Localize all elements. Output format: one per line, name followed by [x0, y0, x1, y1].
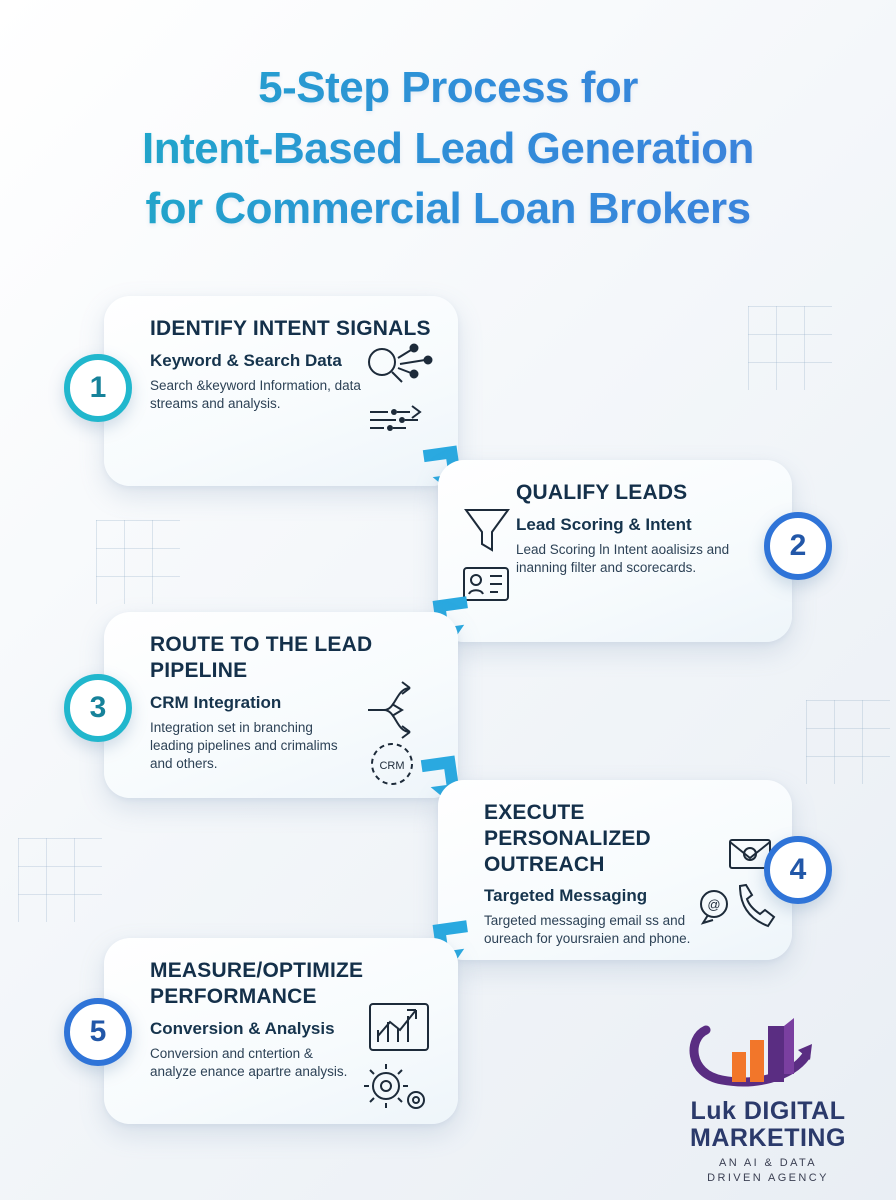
step-4-subheading: Targeted Messaging [484, 886, 648, 906]
step-5-body: Conversion and cntertion & analyze enance apartre analysis. [150, 1045, 348, 1079]
decorative-grid [18, 838, 102, 922]
step-4-number: 4 [789, 853, 807, 886]
title-line-1: 5-Step Process for [258, 63, 638, 112]
step-4-number-badge [764, 836, 832, 904]
title-line-2: Intent-Based Lead Generation [142, 123, 754, 173]
step-card-2[interactable] [438, 460, 792, 642]
step-2-number-badge [764, 512, 832, 580]
step-3-body: Integration set in branching leading pipelines and crimalims and others. [150, 719, 338, 771]
decorative-grid [748, 306, 832, 390]
step-5-number-badge [64, 998, 132, 1066]
page-title [0, 58, 896, 240]
logo[interactable] [648, 1012, 888, 1186]
step-2-body: Lead Scoring ln Intent aoalisizs and inanning filter and scorecards. [516, 541, 730, 575]
step-4-heading: EXECUTE PERSONALIZED OUTREACH [484, 801, 651, 876]
logo-tagline-line-1: AN AI & DATA [718, 1157, 818, 1169]
logo-tagline-line-2: DRIVEN AGENCY [707, 1171, 829, 1184]
step-1-subheading: Keyword & Search Data [150, 350, 342, 370]
step-card-3[interactable] [104, 612, 458, 798]
logo-name-line-2: MARKETING [690, 1123, 846, 1152]
title-line-3: for Commercial Loan Brokers [145, 184, 751, 234]
logo-name [648, 1098, 888, 1151]
svg-text:@: @ [707, 897, 721, 912]
step-1-number: 1 [89, 371, 107, 404]
step-1-body: Search &keyword Information, data streams and analysis. [150, 377, 361, 411]
step-1-heading: IDENTIFY INTENT SIGNALS [150, 317, 431, 340]
svg-text:CRM: CRM [379, 760, 405, 772]
step-card-1[interactable] [104, 296, 458, 486]
logo-mark [648, 1012, 888, 1098]
step-3-subheading: CRM Integration [150, 692, 282, 712]
step-2-heading: QUALIFY LEADS [516, 481, 688, 504]
step-5-number: 5 [89, 1015, 107, 1048]
step-5-subheading: Conversion & Analysis [150, 1018, 335, 1038]
logo-tagline [648, 1156, 888, 1186]
step-3-number: 3 [89, 691, 107, 724]
step-1-number-badge [64, 354, 132, 422]
step-card-5[interactable] [104, 938, 458, 1124]
step-2-subheading: Lead Scoring & Intent [516, 514, 692, 534]
step-5-heading: MEASURE/OPTIMIZE PERFORMANCE [150, 959, 364, 1008]
step-2-number: 2 [789, 529, 807, 562]
decorative-grid [96, 520, 180, 604]
logo-name-line-1: Luk DIGITAL [690, 1097, 846, 1125]
step-4-body: Targeted messaging email ss and oureach for yoursraien and phone. [484, 913, 691, 947]
decorative-grid [806, 700, 890, 784]
step-3-number-badge [64, 674, 132, 742]
step-card-4[interactable] [438, 780, 792, 960]
step-3-heading: ROUTE TO THE LEAD PIPELINE [150, 633, 373, 682]
